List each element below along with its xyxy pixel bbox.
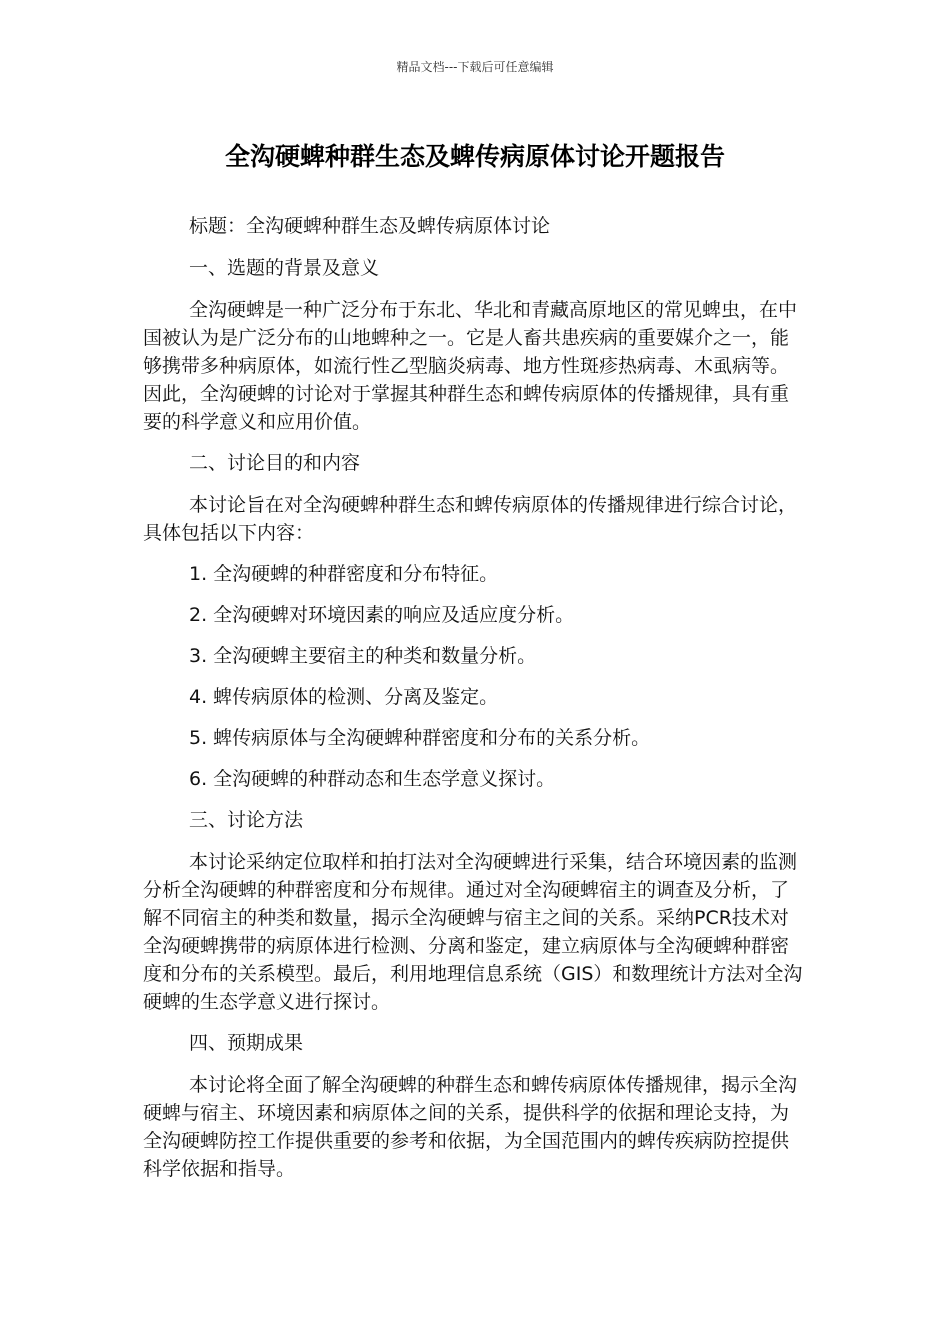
document-title: 全沟硬蜱种群生态及蜱传病原体讨论开题报告: [224, 142, 725, 171]
list-item: 5. 蜱传病原体与全沟硬蜱种群密度和分布的关系分析。: [189, 727, 651, 749]
section-paragraph-background: 全沟硬蜱是一种广泛分布于东北、华北和青藏高原地区的常见蜱虫，在中国被认为是广泛分布的山地蜱种之一。它是人畜共患疾病的重要媒介之一，能够携带多种病原体，如流行性乙型脑炎病毒、地方性斑疹热病毒、木虱病等。因此，全沟硬蜱的讨论对于掌握其种群生态和蜱传病原体的传播规律，具有重要的科学意义和应用价值。: [143, 299, 798, 433]
section-heading-objectives: 二、讨论目的和内容: [189, 452, 361, 474]
subject-line: 标题：全沟硬蜱种群生态及蜱传病原体讨论: [189, 215, 551, 237]
section-paragraph-methods: 本讨论采纳定位取样和拍打法对全沟硬蜱进行采集，结合环境因素的监测分析全沟硬蜱的种群密度和分布规律。通过对全沟硬蜱宿主的调查及分析，了解不同宿主的种类和数量，揭示全沟硬蜱与宿主之间的关系。采纳PCR技术对全沟硬蜱携带的病原体进行检测、分离和鉴定，建立病原体与全沟硬蜱种群密度和分布的关系模型。最后，利用地理信息系统（GIS）和数理统计方法对全沟硬蜱的生态学意义进行探讨。: [143, 851, 803, 1013]
section-heading-background: 一、选题的背景及意义: [189, 257, 380, 279]
list-item: 4. 蜱传病原体的检测、分离及鉴定。: [189, 686, 499, 708]
list-item: 1. 全沟硬蜱的种群密度和分布特征。: [189, 563, 499, 585]
list-item: 6. 全沟硬蜱的种群动态和生态学意义探讨。: [189, 768, 556, 790]
section-heading-outcomes: 四、预期成果: [189, 1032, 304, 1054]
list-item: 3. 全沟硬蜱主要宿主的种类和数量分析。: [189, 645, 537, 667]
header-watermark: 精品文档---下载后可任意编辑: [396, 60, 554, 74]
section-paragraph-outcomes: 本讨论将全面了解全沟硬蜱的种群生态和蜱传病原体传播规律，揭示全沟硬蜱与宿主、环境因素和病原体之间的关系，提供科学的依据和理论支持，为全沟硬蜱防控工作提供重要的参考和依据，为全国范围内的蜱传疾病防控提供科学依据和指导。: [143, 1074, 798, 1180]
section-heading-methods: 三、讨论方法: [189, 809, 304, 831]
list-item: 2. 全沟硬蜱对环境因素的响应及适应度分析。: [189, 604, 575, 626]
section-paragraph-objectives: 本讨论旨在对全沟硬蜱种群生态和蜱传病原体的传播规律进行综合讨论，具体包括以下内容：: [143, 494, 798, 544]
document-body: [143, 212, 803, 1196]
